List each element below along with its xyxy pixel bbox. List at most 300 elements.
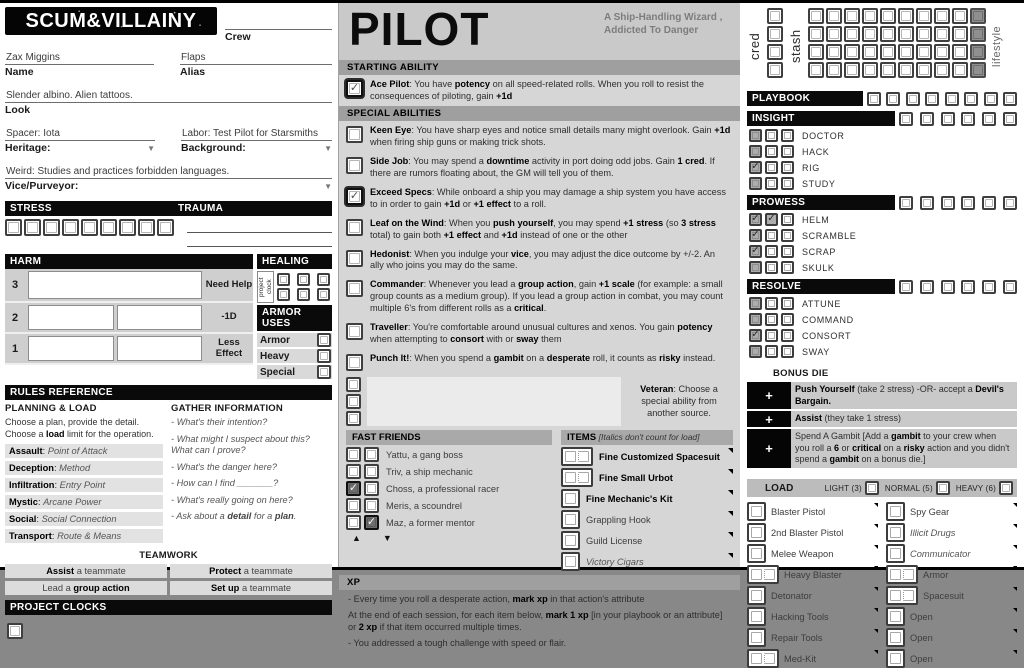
action-row bbox=[749, 161, 1017, 174]
bonus-die-row bbox=[747, 411, 1017, 427]
ability-text: Commander: Whenever you lead a group action, gain +1 scale (for example: a small group counts as a medium group). If you lead a group action in combat, you may count multiple 6's from different rolls as a critical. bbox=[370, 279, 723, 314]
item-boxes[interactable] bbox=[561, 489, 580, 508]
stash-box[interactable] bbox=[826, 26, 842, 42]
logo-text: SCUM&VILLAINY bbox=[25, 9, 197, 32]
background-input[interactable]: Labor: Test Pilot for Starsmiths bbox=[181, 128, 332, 141]
cred-box[interactable] bbox=[767, 8, 783, 24]
load-option-box[interactable] bbox=[865, 481, 879, 495]
stash-box[interactable] bbox=[862, 44, 878, 60]
action-row bbox=[749, 245, 1017, 258]
load-box[interactable] bbox=[890, 569, 901, 580]
chevron-down-icon[interactable]: ▼ bbox=[324, 182, 332, 191]
project-clocks-title: PROJECT CLOCKS bbox=[5, 600, 332, 615]
action-dot[interactable] bbox=[781, 145, 794, 158]
ability-checkbox[interactable] bbox=[346, 250, 363, 267]
stash-box[interactable] bbox=[880, 26, 896, 42]
item-boxes[interactable] bbox=[561, 447, 593, 466]
load-item-boxes[interactable] bbox=[886, 502, 905, 521]
load-item-name: 2nd Blaster Pistol bbox=[771, 527, 844, 538]
load-box[interactable] bbox=[764, 569, 775, 580]
ability-checkbox[interactable] bbox=[346, 280, 363, 297]
load-item-boxes[interactable] bbox=[886, 565, 918, 584]
item-name: Fine Small Urbot bbox=[599, 472, 673, 483]
friend-down-box[interactable] bbox=[364, 464, 379, 479]
stash-box[interactable] bbox=[862, 62, 878, 78]
name-input[interactable]: Zax Miggins bbox=[5, 52, 154, 65]
bonus-die-text: Assist (they take 1 stress) bbox=[795, 413, 902, 424]
teamwork-cell[interactable]: Assist a teammate bbox=[5, 564, 167, 578]
load-item-boxes[interactable] bbox=[886, 607, 905, 626]
action-dots bbox=[749, 345, 794, 358]
cred-box[interactable] bbox=[767, 62, 783, 78]
plan-row: Assault: Point of Attack bbox=[5, 444, 163, 458]
playbook-xp-box[interactable] bbox=[964, 92, 978, 106]
load-item-boxes[interactable] bbox=[747, 649, 779, 668]
load-item-row bbox=[886, 502, 1017, 521]
action-dot[interactable] bbox=[765, 245, 778, 258]
stress-box[interactable] bbox=[119, 219, 136, 236]
stash-box[interactable] bbox=[898, 44, 914, 60]
attribute-xp-box[interactable] bbox=[1003, 280, 1017, 294]
load-box[interactable] bbox=[751, 632, 762, 643]
stash-box[interactable] bbox=[862, 8, 878, 24]
stash-box[interactable] bbox=[934, 62, 950, 78]
stash-box[interactable] bbox=[970, 26, 986, 42]
stress-box[interactable] bbox=[157, 219, 174, 236]
action-label: SCRAP bbox=[802, 246, 837, 257]
starting-ability-text: Ace Pilot: You have potency on all speed-related rolls. When you roll to resist the consequences of piloting, gain +1d bbox=[370, 79, 704, 101]
gather-question: - Ask about a detail for a plan. bbox=[171, 511, 297, 521]
planning-title: PLANNING & LOAD bbox=[5, 403, 97, 414]
action-dot[interactable] bbox=[765, 177, 778, 190]
stress-box[interactable] bbox=[43, 219, 60, 236]
harm-level: 1 bbox=[11, 342, 19, 355]
playbook-xp-box[interactable] bbox=[1003, 92, 1017, 106]
action-dot[interactable] bbox=[749, 329, 762, 342]
project-clock-checkbox[interactable] bbox=[7, 623, 23, 639]
attribute-xp-box[interactable] bbox=[1003, 112, 1017, 126]
stash-box[interactable] bbox=[898, 8, 914, 24]
stress-title: STRESS bbox=[10, 203, 52, 214]
stash-box[interactable] bbox=[826, 62, 842, 78]
action-dots bbox=[749, 213, 794, 226]
action-dot[interactable] bbox=[765, 161, 778, 174]
healing-box[interactable] bbox=[297, 273, 310, 286]
harm-cell[interactable] bbox=[117, 305, 203, 330]
action-dots bbox=[749, 129, 794, 142]
action-dot[interactable] bbox=[749, 129, 762, 142]
load-item-boxes[interactable] bbox=[747, 544, 766, 563]
action-dot[interactable] bbox=[749, 229, 762, 242]
alias-label: Alias bbox=[180, 66, 206, 78]
load-item-boxes[interactable] bbox=[747, 523, 766, 542]
attribute-xp-box[interactable] bbox=[941, 280, 955, 294]
stash-box[interactable] bbox=[844, 26, 860, 42]
attribute-xp-box[interactable] bbox=[941, 196, 955, 210]
load-box[interactable] bbox=[890, 527, 901, 538]
action-dot[interactable] bbox=[749, 177, 762, 190]
load-option bbox=[825, 481, 879, 495]
action-dot[interactable] bbox=[765, 261, 778, 274]
action-label: SCRAMBLE bbox=[802, 230, 857, 241]
action-dot[interactable] bbox=[781, 261, 794, 274]
action-dot[interactable] bbox=[749, 145, 762, 158]
stash-box[interactable] bbox=[880, 44, 896, 60]
trauma-line[interactable] bbox=[187, 233, 332, 247]
action-row bbox=[749, 261, 1017, 274]
action-dot[interactable] bbox=[749, 261, 762, 274]
load-box[interactable] bbox=[751, 611, 762, 622]
load-option-box[interactable] bbox=[999, 481, 1013, 495]
action-dot[interactable] bbox=[765, 229, 778, 242]
attribute-xp-box[interactable] bbox=[1003, 196, 1017, 210]
healing-title: HEALING bbox=[257, 254, 332, 269]
stash-box[interactable] bbox=[826, 44, 842, 60]
action-dot[interactable] bbox=[749, 297, 762, 310]
action-dot[interactable] bbox=[765, 345, 778, 358]
ability-row bbox=[339, 214, 740, 245]
action-label: SKULK bbox=[802, 262, 835, 273]
veteran-checkbox[interactable] bbox=[346, 377, 361, 392]
load-box[interactable] bbox=[751, 569, 762, 580]
stash-box[interactable] bbox=[916, 44, 932, 60]
ability-checkbox[interactable] bbox=[346, 219, 363, 236]
harm-cell[interactable] bbox=[117, 336, 203, 361]
load-box[interactable] bbox=[903, 590, 914, 601]
friend-down-box[interactable] bbox=[364, 515, 379, 530]
armor-use-box[interactable] bbox=[317, 333, 331, 347]
healing-box[interactable] bbox=[277, 273, 290, 286]
harm-cell[interactable] bbox=[28, 271, 202, 299]
stash-box[interactable] bbox=[880, 8, 896, 24]
stash-box[interactable] bbox=[952, 26, 968, 42]
action-dot[interactable] bbox=[765, 129, 778, 142]
stash-box[interactable] bbox=[862, 26, 878, 42]
attribute-xp-box[interactable] bbox=[982, 196, 996, 210]
vice-label[interactable]: Vice/Purveyor: ▼ bbox=[5, 180, 332, 192]
attribute-xp-box[interactable] bbox=[961, 196, 975, 210]
harm-cells bbox=[25, 303, 205, 332]
heritage-label[interactable]: Heritage: ▼ bbox=[5, 142, 155, 154]
gather-question: - What might I suspect about this? What can I prove? bbox=[171, 433, 310, 455]
action-dot[interactable] bbox=[781, 329, 794, 342]
armor-use-box[interactable] bbox=[317, 365, 331, 379]
ability-checkbox[interactable] bbox=[346, 157, 363, 174]
attribute-xp-box[interactable] bbox=[941, 112, 955, 126]
friend-up-box[interactable] bbox=[346, 464, 361, 479]
action-label: DOCTOR bbox=[802, 130, 845, 141]
stress-box[interactable] bbox=[62, 219, 79, 236]
load-item-boxes[interactable] bbox=[886, 649, 905, 668]
attribute-xp-box[interactable] bbox=[982, 112, 996, 126]
armor-use-label: Special bbox=[260, 366, 296, 378]
xp-paragraph: At the end of each session, for each item below, mark 1 xp [in your playbook or an attribute] or 2 xp if that item occurred multiple times. bbox=[348, 610, 723, 633]
armor-use-box[interactable] bbox=[317, 349, 331, 363]
action-dot[interactable] bbox=[781, 345, 794, 358]
load-box[interactable] bbox=[565, 493, 576, 504]
teamwork-cell[interactable]: Set up a teammate bbox=[170, 581, 332, 595]
stash-box[interactable] bbox=[970, 44, 986, 60]
harm-note: Less Effect bbox=[215, 337, 243, 359]
attribute-xp-box[interactable] bbox=[920, 280, 934, 294]
healing-box[interactable] bbox=[277, 288, 290, 301]
veteran-checkbox[interactable] bbox=[346, 394, 361, 409]
stash-box[interactable] bbox=[844, 44, 860, 60]
action-dot[interactable] bbox=[765, 145, 778, 158]
healing-box[interactable] bbox=[317, 273, 330, 286]
load-box[interactable] bbox=[890, 506, 901, 517]
attribute-xp-box[interactable] bbox=[920, 196, 934, 210]
ability-checkbox[interactable] bbox=[346, 188, 363, 205]
action-dot[interactable] bbox=[749, 313, 762, 326]
playbook-xp-box[interactable] bbox=[925, 92, 939, 106]
ability-row bbox=[339, 183, 740, 214]
load-option-box[interactable] bbox=[936, 481, 950, 495]
action-dot[interactable] bbox=[781, 313, 794, 326]
load-box[interactable] bbox=[578, 472, 589, 483]
healing-box[interactable] bbox=[317, 288, 330, 301]
project-clock-label: project clock bbox=[257, 271, 274, 303]
action-dot[interactable] bbox=[749, 345, 762, 358]
load-box[interactable] bbox=[565, 472, 576, 483]
ability-text: Leaf on the Wind: When you push yourself, you may spend +1 stress (so 3 stress total) to gain both +1 effect and +1d instead of one or the other bbox=[370, 217, 716, 240]
action-dot[interactable] bbox=[749, 161, 762, 174]
load-item-boxes[interactable] bbox=[747, 607, 766, 626]
action-row bbox=[749, 129, 1017, 142]
friend-up-box[interactable] bbox=[346, 498, 361, 513]
stress-box[interactable] bbox=[81, 219, 98, 236]
attribute-xp-box[interactable] bbox=[982, 280, 996, 294]
attribute-xp-box[interactable] bbox=[961, 112, 975, 126]
xp-paragraph: - You addressed a tough challenge with speed or flair. bbox=[348, 638, 567, 649]
load-box[interactable] bbox=[890, 611, 901, 622]
friend-up-box[interactable] bbox=[346, 481, 361, 496]
load-box[interactable] bbox=[565, 451, 576, 462]
load-item-boxes[interactable] bbox=[747, 628, 766, 647]
stash-box[interactable] bbox=[916, 26, 932, 42]
stress-box[interactable] bbox=[138, 219, 155, 236]
ability-checkbox[interactable] bbox=[346, 126, 363, 143]
stress-box[interactable] bbox=[5, 219, 22, 236]
heritage-input[interactable]: Spacer: Iota bbox=[5, 128, 155, 141]
load-item-boxes[interactable] bbox=[747, 502, 766, 521]
stash-box[interactable] bbox=[808, 8, 824, 24]
item-row bbox=[561, 489, 733, 508]
rules-reference-title: RULES REFERENCE bbox=[5, 385, 332, 400]
load-box[interactable] bbox=[751, 653, 762, 664]
playbook-xp-box[interactable] bbox=[906, 92, 920, 106]
stash-box[interactable] bbox=[898, 62, 914, 78]
item-boxes[interactable] bbox=[561, 510, 580, 529]
attribute-xp-box[interactable] bbox=[899, 112, 913, 126]
stash-box[interactable] bbox=[808, 44, 824, 60]
stress-box[interactable] bbox=[24, 219, 41, 236]
bonus-die-title: BONUS DIE bbox=[773, 368, 829, 379]
action-dot[interactable] bbox=[781, 213, 794, 226]
stash-box[interactable] bbox=[808, 62, 824, 78]
cred-box[interactable] bbox=[767, 44, 783, 60]
load-box[interactable] bbox=[903, 569, 914, 580]
attributes-section bbox=[747, 111, 1017, 358]
teamwork-cell[interactable]: Protect a teammate bbox=[170, 564, 332, 578]
harm-table bbox=[5, 254, 253, 379]
load-box[interactable] bbox=[565, 535, 576, 546]
harm-cell[interactable] bbox=[28, 336, 114, 361]
action-dot[interactable] bbox=[781, 129, 794, 142]
action-dot[interactable] bbox=[749, 213, 762, 226]
action-dots bbox=[749, 313, 794, 326]
fast-friends-section bbox=[346, 430, 552, 571]
veteran-writein[interactable] bbox=[367, 377, 621, 426]
load-item-row bbox=[747, 502, 878, 521]
action-label: HACK bbox=[802, 146, 830, 157]
ability-checkbox[interactable] bbox=[346, 323, 363, 340]
load-item-boxes[interactable] bbox=[886, 586, 918, 605]
vice-input[interactable]: Weird: Studies and practices forbidden languages. bbox=[5, 166, 332, 179]
attribute-xp-box[interactable] bbox=[920, 112, 934, 126]
attribute-header bbox=[747, 195, 1017, 210]
stash-box[interactable] bbox=[952, 8, 968, 24]
harm-cells bbox=[25, 269, 205, 301]
stash-box[interactable] bbox=[880, 62, 896, 78]
look-input[interactable]: Slender albino. Alien tattoos. bbox=[5, 90, 332, 103]
stash-box[interactable] bbox=[844, 8, 860, 24]
load-box[interactable] bbox=[751, 506, 762, 517]
item-name: Fine Customized Spacesuit bbox=[599, 451, 720, 462]
load-item-row bbox=[886, 607, 1017, 626]
veteran-checkbox[interactable] bbox=[346, 411, 361, 426]
harm-row bbox=[5, 303, 253, 334]
harm-cell[interactable] bbox=[28, 305, 114, 330]
action-dot[interactable] bbox=[781, 177, 794, 190]
attribute-xp-box[interactable] bbox=[899, 280, 913, 294]
item-row bbox=[561, 447, 733, 466]
stress-box[interactable] bbox=[100, 219, 117, 236]
stash-box[interactable] bbox=[934, 8, 950, 24]
items-title: ITEMS bbox=[567, 432, 597, 444]
load-box[interactable] bbox=[890, 653, 901, 664]
stash-box[interactable] bbox=[898, 26, 914, 42]
stash-box[interactable] bbox=[844, 62, 860, 78]
stash-box[interactable] bbox=[916, 8, 932, 24]
chevron-down-icon[interactable]: ▼ bbox=[147, 144, 155, 153]
load-item-boxes[interactable] bbox=[747, 586, 766, 605]
load-box[interactable] bbox=[764, 653, 775, 664]
load-box[interactable] bbox=[890, 548, 901, 559]
starting-ability-checkbox[interactable] bbox=[346, 80, 363, 97]
stash-box[interactable] bbox=[916, 62, 932, 78]
healing-box[interactable] bbox=[297, 288, 310, 301]
load-item-row bbox=[747, 523, 878, 542]
action-dot[interactable] bbox=[765, 297, 778, 310]
load-item-boxes[interactable] bbox=[886, 523, 905, 542]
friend-down-box[interactable] bbox=[364, 447, 379, 462]
armor-uses-rows bbox=[257, 333, 332, 379]
load-box[interactable] bbox=[890, 632, 901, 643]
action-dot[interactable] bbox=[765, 313, 778, 326]
xp-paragraph: - Every time you roll a desperate action, mark xp in that action's attribute bbox=[348, 594, 645, 605]
lifestyle-label: lifestyle bbox=[991, 25, 1003, 67]
load-item-boxes[interactable] bbox=[886, 628, 905, 647]
plus-icon: + bbox=[747, 382, 791, 409]
load-box[interactable] bbox=[890, 590, 901, 601]
action-dot[interactable] bbox=[765, 213, 778, 226]
stash-box[interactable] bbox=[952, 44, 968, 60]
stash-box[interactable] bbox=[952, 62, 968, 78]
load-box[interactable] bbox=[578, 451, 589, 462]
friend-up-box[interactable] bbox=[346, 515, 361, 530]
action-dot[interactable] bbox=[781, 245, 794, 258]
trauma-lines bbox=[187, 219, 332, 247]
item-boxes[interactable] bbox=[561, 531, 580, 550]
cred-box[interactable] bbox=[767, 26, 783, 42]
stash-box[interactable] bbox=[970, 62, 986, 78]
stash-grid bbox=[808, 8, 986, 78]
fast-friends-title: FAST FRIENDS bbox=[346, 430, 552, 445]
stash-box[interactable] bbox=[808, 26, 824, 42]
playbook-xp-box[interactable] bbox=[867, 92, 881, 106]
stash-box[interactable] bbox=[934, 26, 950, 42]
stash-box[interactable] bbox=[970, 8, 986, 24]
stash-box[interactable] bbox=[934, 44, 950, 60]
action-dots bbox=[749, 297, 794, 310]
trauma-line[interactable] bbox=[187, 219, 332, 233]
item-row bbox=[561, 531, 733, 550]
load-item-boxes[interactable] bbox=[747, 565, 779, 584]
playbook-xp-box[interactable] bbox=[886, 92, 900, 106]
project-clocks-area bbox=[5, 615, 332, 652]
action-dot[interactable] bbox=[765, 329, 778, 342]
harm-title: HARM bbox=[5, 254, 253, 269]
action-dot[interactable] bbox=[749, 245, 762, 258]
teamwork-cell[interactable]: Lead a group action bbox=[5, 581, 167, 595]
action-dot[interactable] bbox=[781, 229, 794, 242]
name-field bbox=[5, 52, 154, 78]
playbook-xp-box[interactable] bbox=[945, 92, 959, 106]
load-item-row bbox=[886, 628, 1017, 647]
load-box[interactable] bbox=[565, 514, 576, 525]
playbook-xp-box[interactable] bbox=[984, 92, 998, 106]
ability-checkbox[interactable] bbox=[346, 354, 363, 371]
load-item-row bbox=[886, 565, 1017, 584]
load-options bbox=[825, 481, 1013, 495]
action-dot[interactable] bbox=[781, 297, 794, 310]
alias-input[interactable]: Flaps bbox=[180, 52, 332, 65]
friend-up-box[interactable] bbox=[346, 447, 361, 462]
load-box[interactable] bbox=[751, 527, 762, 538]
background-label[interactable]: Background: ▼ bbox=[181, 142, 332, 154]
load-box[interactable] bbox=[751, 590, 762, 601]
gather-question: - What's their intention? bbox=[171, 417, 268, 427]
load-item-boxes[interactable] bbox=[886, 544, 905, 563]
friend-down-box[interactable] bbox=[364, 481, 379, 496]
item-boxes[interactable] bbox=[561, 468, 593, 487]
item-row bbox=[561, 552, 733, 571]
playbook-xp-track bbox=[747, 91, 1017, 106]
attribute-xp-box[interactable] bbox=[899, 196, 913, 210]
action-dot[interactable] bbox=[781, 161, 794, 174]
items-section bbox=[561, 430, 733, 571]
load-box[interactable] bbox=[751, 548, 762, 559]
veteran-note: Veteran: Choose a special ability from another source. bbox=[640, 383, 718, 418]
crew-input[interactable] bbox=[225, 17, 332, 30]
item-boxes[interactable] bbox=[561, 552, 580, 571]
friend-down-box[interactable] bbox=[364, 498, 379, 513]
attribute-xp-box[interactable] bbox=[961, 280, 975, 294]
stash-box[interactable] bbox=[826, 8, 842, 24]
load-box[interactable] bbox=[565, 556, 576, 567]
chevron-down-icon[interactable]: ▼ bbox=[324, 144, 332, 153]
